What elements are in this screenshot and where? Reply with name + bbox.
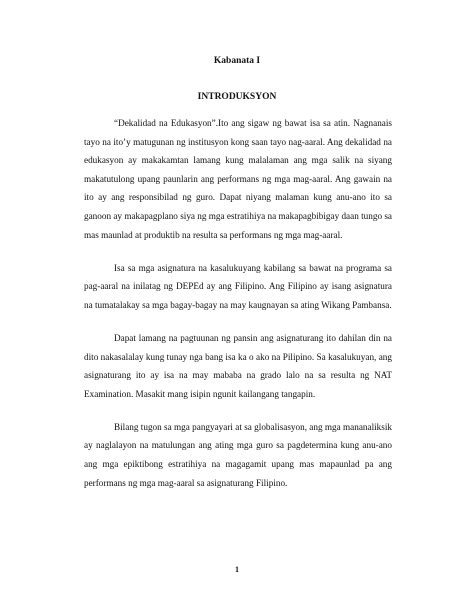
paragraph: Bilang tugon sa mga pangyayari at sa globalisasyon, ang mga mananaliksik ay naglalayon na matulungan ang ating mga guro sa pagdetermina kung anu-ano ang mga epiktibong estratihiya na magagamit upang mas mapaunlad pa ang performans ng mga mag-aaral sa asignaturang Filipino.	[84, 421, 392, 488]
paragraph: Dapat lamang na pagtuunan ng pansin ang asignaturang ito dahilan din na dito nakasalalay kung tunay nga bang isa ka o ako na Pilipino. Sa kasalukuyan, ang asignaturang ito ay isa na may mababa na grado lalo na sa resulta ng NAT Examination. Masakit mang isipin ngunit kailangang tangapin.	[84, 332, 392, 399]
paragraph: Isa sa mga asignatura na kasalukuyang kabilang sa bawat na programa sa pag-aaral na inilatag ng DEPEd ay ang Filipino. Ang Filipino ay isang asignatura na tumatalakay sa mga bagay-bagay na may kaugnayan sa ating Wikang Pambansa.	[84, 262, 392, 310]
section-title: INTRODUKSYON	[197, 92, 277, 102]
page-number: 1	[235, 565, 239, 574]
chapter-label: Kabanata I	[213, 56, 261, 66]
body-text	[84, 114, 392, 507]
paragraph: “Dekalidad na Edukasyon”.Ito ang sigaw ng bawat isa sa atin. Nagnanais tayo na ito’y matugunan ng institusyon kong saan tayo nag-aaral. Ang dekalidad na edukasyon ay makakamtan lamang kung malalaman ang mga salik na siyang makatutulong upang paunlarin ang performans ng mga mag-aaral. Ang gawain na ito ay ang responsibilad ng guro. Dapat niyang malaman kung anu-ano ito sa ganoon ay makapagplano siya ng mga estratihiya na makapagbibigay daan tungo sa mas maunlad at produktib na resulta sa performans ng mga mag-aaral.	[84, 118, 392, 240]
